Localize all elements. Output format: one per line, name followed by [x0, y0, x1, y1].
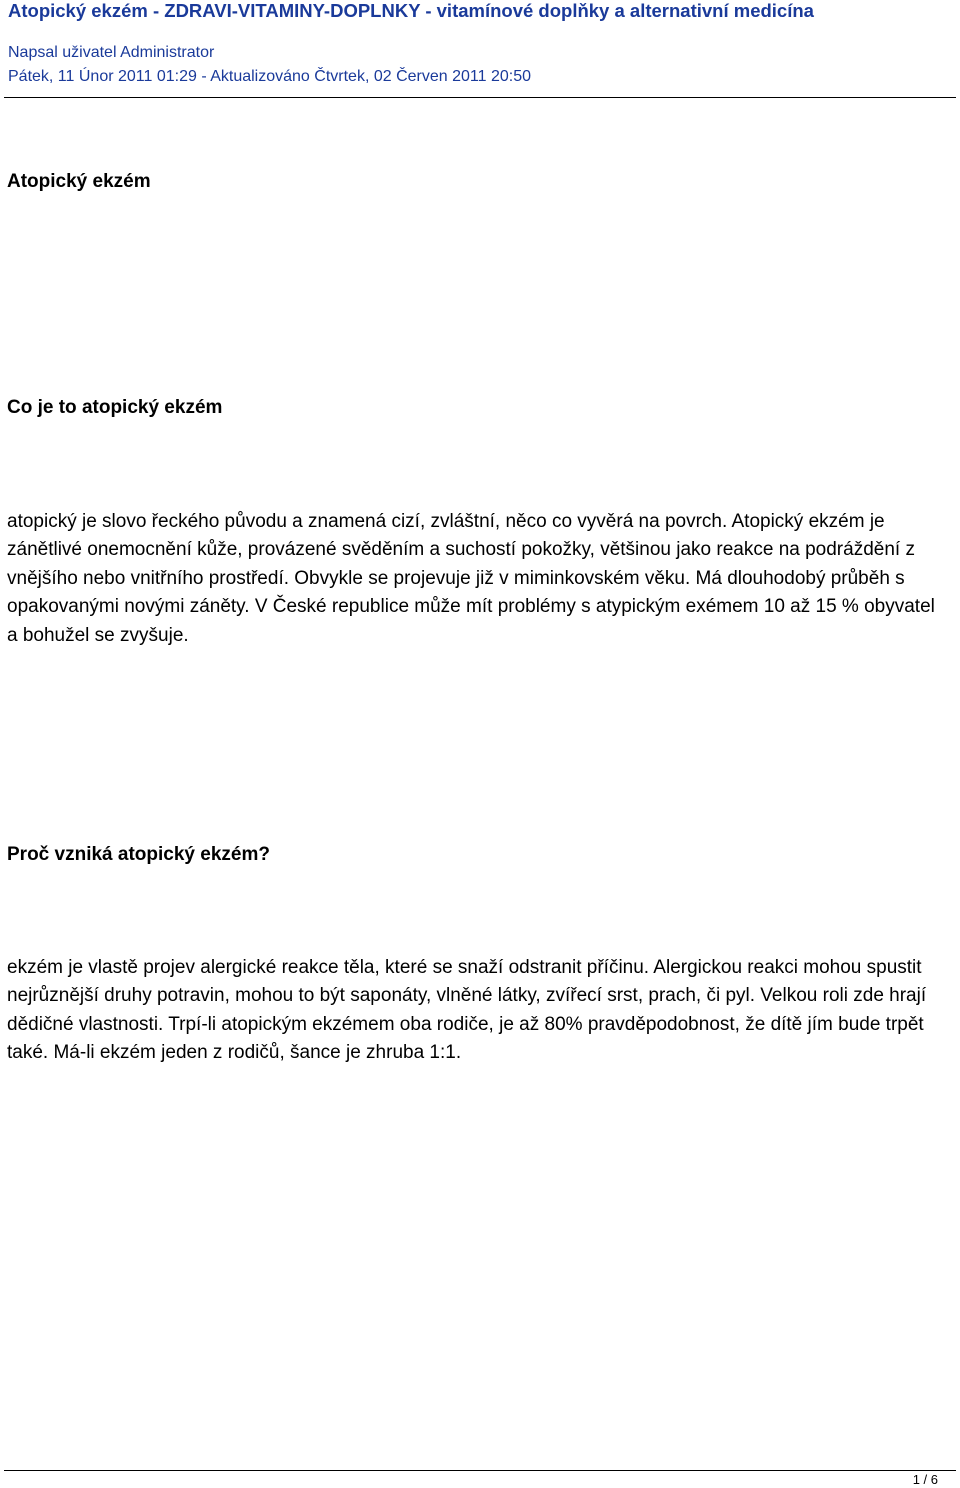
- section-paragraph-what-is: atopický je slovo řeckého původu a znamená cizí, zvláštní, něco co vyvěrá na povrch. Atopický ekzém je zánětlivé onemocnění kůže, provázené svěděním a suchostí pokožky, většinou jako reakce na podráždění z vnějšího nebo vnitřního prostředí. Obvykle se projevuje již v miminkovském věku. Má dlouhodobý průběh s opakovanými novými záněty. V České republice může mít problémy s atypickým exémem 10 až 15 % obyvatel a bohužel se zvyšuje.: [7, 511, 935, 646]
- header-divider: [4, 97, 956, 98]
- author-line: Napsal uživatel Administrator: [8, 44, 215, 61]
- section-heading-why: Proč vzniká atopický ekzém?: [7, 844, 270, 865]
- section-heading-what-is: Co je to atopický ekzém: [7, 397, 223, 418]
- date-line: Pátek, 11 Únor 2011 01:29 - Aktualizováno Čtvrtek, 02 Červen 2011 20:50: [8, 68, 531, 85]
- page-number: 1 / 6: [912, 1472, 938, 1487]
- footer-divider: [4, 1470, 956, 1471]
- document-title: Atopický ekzém - ZDRAVI-VITAMINY-DOPLNKY - vitamínové doplňky a alternativní medicína: [8, 0, 814, 21]
- article-heading: Atopický ekzém: [7, 171, 151, 192]
- section-paragraph-why: ekzém je vlastě projev alergické reakce těla, které se snaží odstranit příčinu. Alergickou reakci mohou spustit nejrůznější druhy potravin, mohou to být saponáty, vlněné látky, zvířecí srst, prach, či pyl. Velkou roli zde hrají dědičné vlastnosti. Trpí-li atopickým ekzémem oba rodiče, je až 80% pravděpodobnost, že dítě jím bude trpět také. Má-li ekzém jeden z rodičů, šance je zhruba 1:1.: [7, 957, 927, 1064]
